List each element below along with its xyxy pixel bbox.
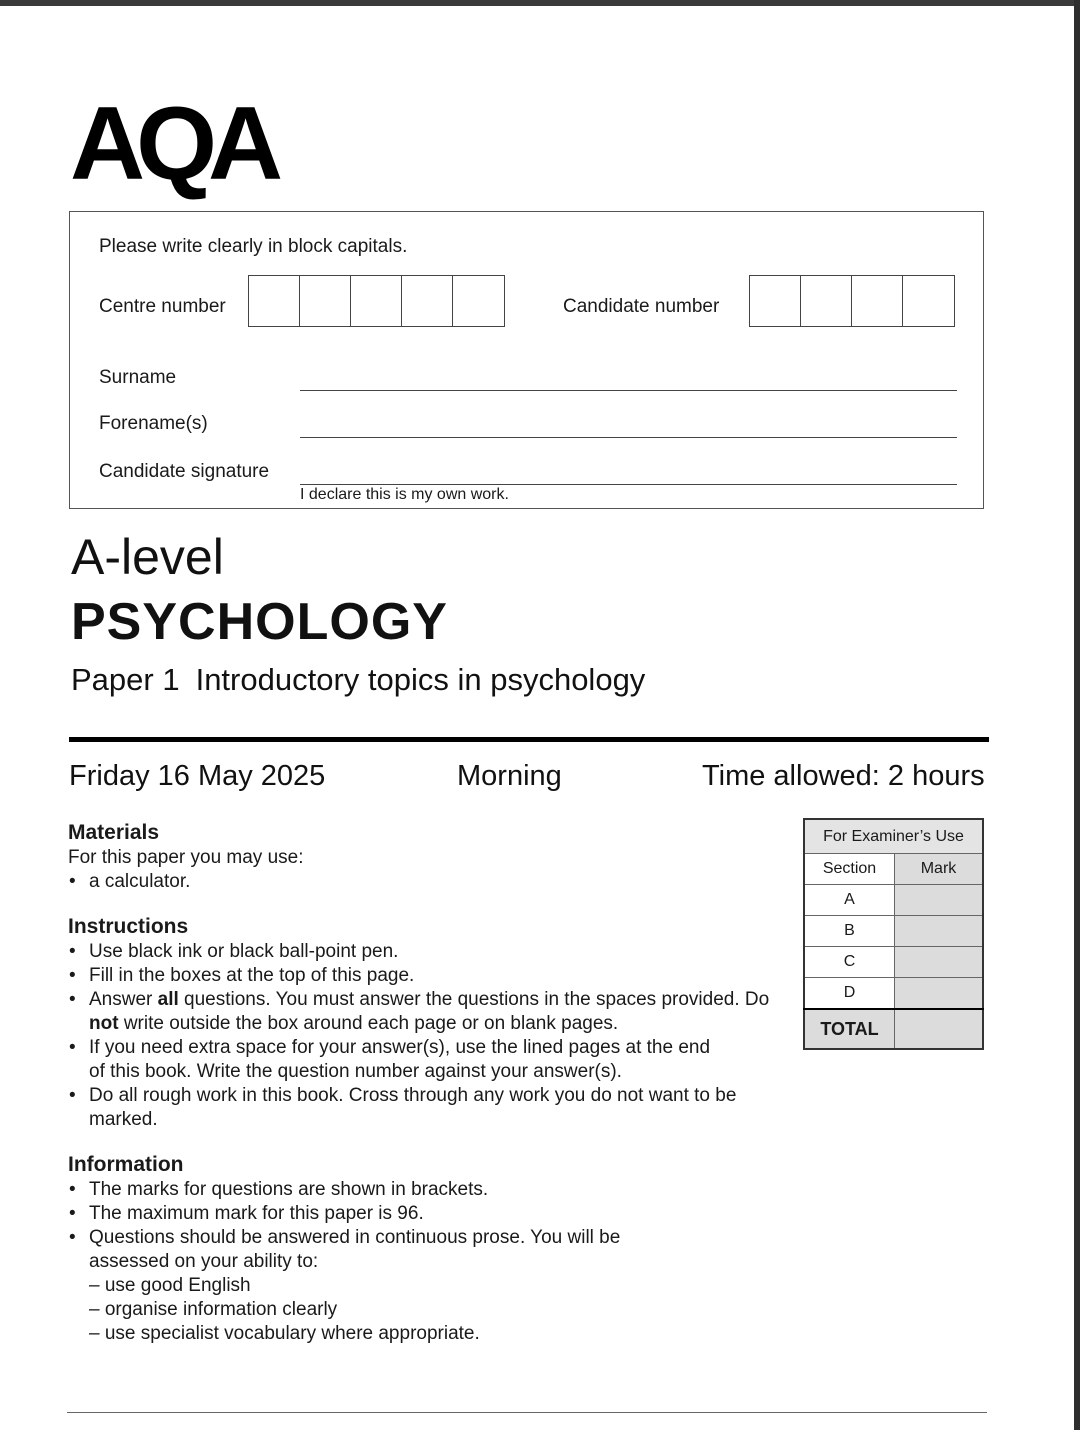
candidate-digit-box[interactable]: [750, 276, 801, 326]
signature-label: Candidate signature: [99, 461, 270, 482]
section-label: B: [804, 916, 895, 947]
centre-digit-box[interactable]: [453, 276, 504, 326]
footer-rule: [67, 1412, 987, 1413]
centre-digit-box[interactable]: [300, 276, 351, 326]
materials-item: • a calculator.: [68, 870, 788, 894]
total-label: TOTAL: [804, 1009, 895, 1049]
candidate-number-boxes[interactable]: [749, 275, 955, 327]
candidate-number-label: Candidate number: [563, 296, 720, 317]
examiner-table-title: For Examiner’s Use: [804, 819, 983, 854]
surname-label: Surname: [99, 367, 177, 388]
mark-cell: [895, 947, 984, 978]
instructions-heading: Instructions: [68, 915, 189, 938]
information-subitem: – organise information clearly: [89, 1299, 338, 1320]
instruction-item: • Answer all questions. You must answer the questions in the spaces provided. Do not write outside the box around each page or on blank pages.: [68, 988, 788, 1036]
candidate-digit-box[interactable]: [852, 276, 903, 326]
mark-cell: [895, 885, 984, 916]
exam-information: [68, 820, 788, 1366]
materials-intro: For this paper you may use:: [68, 847, 304, 868]
examiner-use-table: [803, 818, 984, 1050]
time-allowed: Time allowed: 2 hours: [702, 760, 985, 792]
total-mark-cell: [895, 1009, 984, 1049]
section-column-header: Section: [804, 854, 895, 885]
paper-title: [71, 662, 645, 698]
information-item: • The maximum mark for this paper is 96.: [68, 1202, 788, 1226]
declaration-text: I declare this is my own work.: [300, 486, 509, 503]
block-capitals-instruction: Please write clearly in block capitals.: [99, 236, 408, 257]
candidate-digit-box[interactable]: [801, 276, 852, 326]
centre-digit-box[interactable]: [351, 276, 402, 326]
instruction-item: • Do all rough work in this book. Cross through any work you do not want to be marked.: [68, 1084, 749, 1132]
surname-field[interactable]: [300, 390, 957, 391]
instruction-item: • Fill in the boxes at the top of this page.: [68, 964, 788, 988]
instruction-item: • If you need extra space for your answer(s), use the lined pages at the end of this book. Write the question number against your answer(s).: [68, 1036, 729, 1084]
mark-cell: [895, 978, 984, 1010]
information-item: • The marks for questions are shown in brackets.: [68, 1178, 788, 1202]
centre-digit-box[interactable]: [402, 276, 453, 326]
information-section: [68, 1152, 788, 1346]
qualification-level: A-level: [71, 529, 224, 585]
exam-date: Friday 16 May 2025: [69, 760, 326, 792]
centre-number-label: Centre number: [99, 296, 226, 317]
exam-session: Morning: [457, 760, 562, 792]
candidate-digit-box[interactable]: [903, 276, 954, 326]
forename-field[interactable]: [300, 437, 957, 438]
information-item: • Questions should be answered in continuous prose. You will be assessed on your ability to:: [68, 1226, 679, 1274]
section-label: A: [804, 885, 895, 916]
section-label: C: [804, 947, 895, 978]
information-subitem: – use specialist vocabulary where appropriate.: [89, 1323, 480, 1344]
paper-number: Paper 1: [71, 662, 180, 697]
centre-number-boxes[interactable]: [248, 275, 505, 327]
instruction-item: • Use black ink or black ball-point pen.: [68, 940, 788, 964]
aqa-logo: AQA: [70, 86, 275, 202]
mark-cell: [895, 916, 984, 947]
forename-label: Forename(s): [99, 413, 208, 434]
centre-digit-box[interactable]: [249, 276, 300, 326]
subject-title: PSYCHOLOGY: [71, 593, 448, 651]
heading-rule: [69, 737, 989, 742]
section-label: D: [804, 978, 895, 1010]
instructions-section: [68, 914, 788, 1132]
top-border: [0, 0, 1080, 6]
mark-column-header: Mark: [895, 854, 984, 885]
materials-section: [68, 820, 788, 894]
information-heading: Information: [68, 1153, 184, 1176]
materials-heading: Materials: [68, 821, 160, 844]
information-subitem: – use good English: [89, 1275, 251, 1296]
candidate-details-box: [69, 211, 984, 509]
paper-name: Introductory topics in psychology: [195, 662, 646, 697]
page-edge: [1074, 0, 1080, 1430]
signature-field[interactable]: [300, 484, 957, 485]
